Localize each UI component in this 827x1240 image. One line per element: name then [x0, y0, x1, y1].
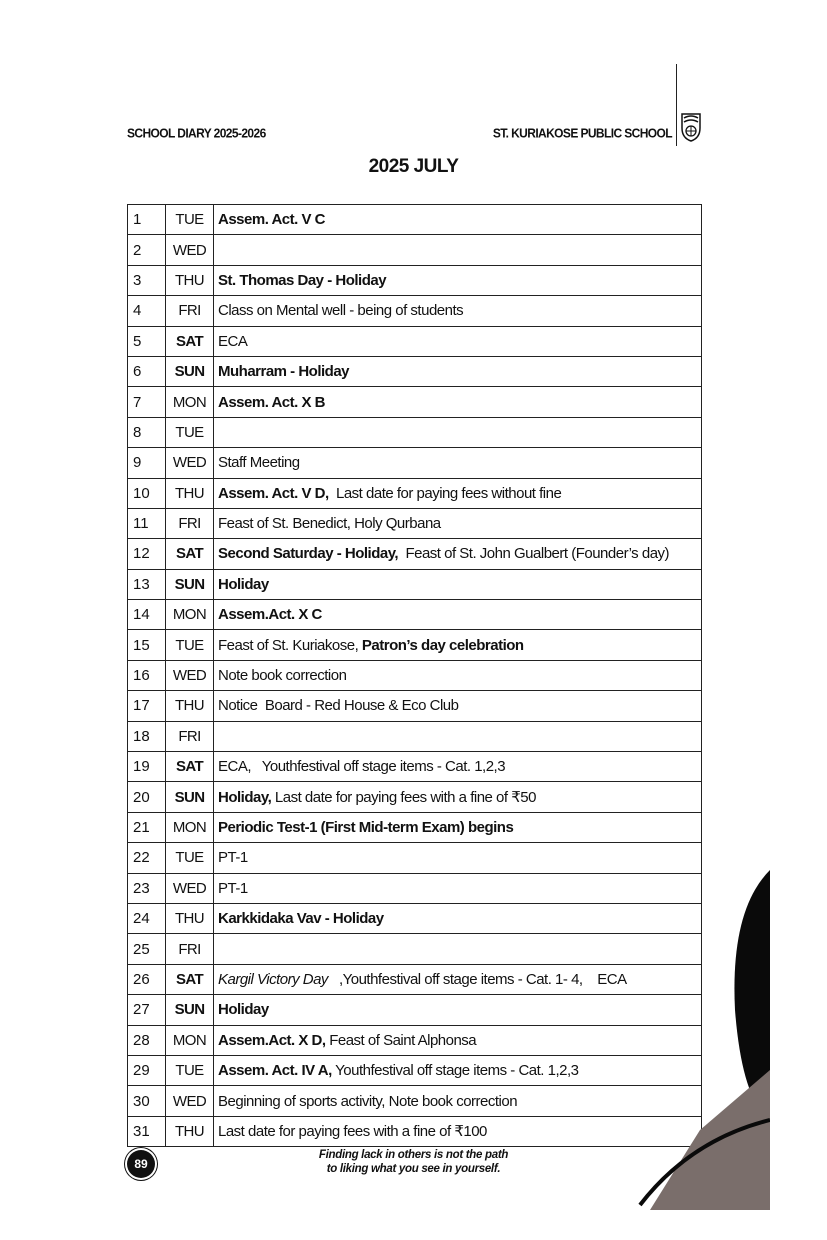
calendar-row [128, 387, 702, 417]
event-cell [214, 296, 702, 326]
event-cell [214, 569, 702, 599]
calendar-row [128, 934, 702, 964]
event-text: Staff Meeting [218, 454, 300, 472]
calendar-row [128, 356, 702, 386]
calendar-row [128, 235, 702, 265]
weekday: WED [166, 448, 214, 478]
event-text: Last date for paying fees without fine [328, 484, 562, 502]
calendar-row [128, 660, 702, 690]
day-number: 9 [128, 448, 166, 478]
weekday: SAT [166, 964, 214, 994]
weekday: WED [166, 873, 214, 903]
event-text: Class on Mental well - being of students [218, 302, 464, 320]
day-number: 15 [128, 630, 166, 660]
event-text: ECA [218, 332, 248, 350]
weekday: THU [166, 1116, 214, 1146]
event-text: Periodic Test-1 (First Mid-term Exam) begins [218, 819, 514, 836]
day-number: 28 [128, 1025, 166, 1055]
event-text: Holiday, [218, 789, 272, 807]
event-cell [214, 782, 702, 812]
calendar-row [128, 630, 702, 660]
event-cell [214, 235, 702, 265]
day-number: 23 [128, 873, 166, 903]
event-text: Youthfestival off stage items - Cat. 1,2,3 [331, 1062, 579, 1080]
event-text: Assem.Act. X C [218, 606, 322, 624]
event-text: Feast of Saint Alphonsa [325, 1031, 477, 1049]
event-text: ,Youthfestival off stage items - Cat. 1- 4, ECA [327, 970, 627, 988]
event-text: Assem. Act. IV A, [218, 1062, 332, 1080]
event-text: St. Thomas Day - Holiday [218, 271, 387, 289]
day-number: 25 [128, 934, 166, 964]
weekday: WED [166, 660, 214, 690]
weekday: MON [166, 1025, 214, 1055]
weekday: TUE [166, 1055, 214, 1085]
day-number: 27 [128, 995, 166, 1025]
day-number: 19 [128, 752, 166, 782]
day-number: 8 [128, 417, 166, 447]
event-text: Last date for paying fees with a fine of ₹50 [271, 789, 536, 807]
event-cell [214, 903, 702, 933]
weekday: FRI [166, 508, 214, 538]
page-number-badge: 89 [127, 1150, 155, 1178]
event-text: PT-1 [218, 849, 248, 867]
weekday: SAT [166, 326, 214, 356]
calendar-row [128, 964, 702, 994]
day-number: 21 [128, 812, 166, 842]
day-number: 3 [128, 265, 166, 295]
month-title: 2025 JULY [368, 156, 459, 177]
event-text: Patron’s day celebration [361, 636, 524, 654]
weekday: SAT [166, 752, 214, 782]
day-number: 20 [128, 782, 166, 812]
event-cell [214, 660, 702, 690]
day-number: 30 [128, 1086, 166, 1116]
event-cell [214, 387, 702, 417]
weekday: SUN [166, 995, 214, 1025]
calendar-row [128, 1086, 702, 1116]
event-cell [214, 812, 702, 842]
event-cell [214, 964, 702, 994]
weekday: THU [166, 903, 214, 933]
day-number: 29 [128, 1055, 166, 1085]
day-number: 2 [128, 235, 166, 265]
event-cell [214, 448, 702, 478]
event-cell [214, 205, 702, 235]
weekday: FRI [166, 721, 214, 751]
calendar-row [128, 752, 702, 782]
day-number: 4 [128, 296, 166, 326]
event-cell [214, 752, 702, 782]
event-text: Feast of St. Kuriakose, [218, 636, 362, 654]
event-text: Karkkidaka Vav - Holiday [218, 910, 384, 928]
event-text: ECA, Youthfestival off stage items - Cat. 1,2,3 [218, 758, 506, 776]
calendar-row [128, 417, 702, 447]
day-number: 11 [128, 508, 166, 538]
weekday: SAT [166, 539, 214, 569]
event-text: PT-1 [218, 879, 248, 897]
quote-line-1: Finding lack in others is not the path [318, 1149, 509, 1161]
event-text: Note book correction [218, 667, 347, 685]
calendar-row [128, 1025, 702, 1055]
event-text: Assem. Act. V C [218, 211, 325, 229]
event-cell [214, 539, 702, 569]
event-cell [214, 843, 702, 873]
calendar-row [128, 1055, 702, 1085]
weekday: THU [166, 265, 214, 295]
event-cell [214, 721, 702, 751]
quote-line-2: to liking what you see in yourself. [326, 1163, 501, 1175]
calendar-row [128, 296, 702, 326]
event-text: Holiday [218, 1001, 269, 1019]
weekday: TUE [166, 205, 214, 235]
calendar-row [128, 873, 702, 903]
event-cell [214, 417, 702, 447]
event-text: Muharram - Holiday [218, 363, 350, 381]
event-text: Holiday [218, 575, 269, 593]
school-crest-icon [680, 112, 702, 142]
event-text: Kargil Victory Day [218, 970, 328, 988]
event-text: Assem.Act. X D, [218, 1031, 326, 1049]
day-number: 24 [128, 903, 166, 933]
event-text: Second Saturday - Holiday, [218, 545, 399, 563]
calendar-row [128, 265, 702, 295]
event-cell [214, 600, 702, 630]
weekday: FRI [166, 934, 214, 964]
event-cell [214, 934, 702, 964]
weekday: THU [166, 478, 214, 508]
event-cell [214, 873, 702, 903]
weekday: SUN [166, 356, 214, 386]
header-divider [676, 64, 677, 146]
day-number: 22 [128, 843, 166, 873]
weekday: TUE [166, 843, 214, 873]
calendar-row [128, 205, 702, 235]
weekday: TUE [166, 630, 214, 660]
calendar-row [128, 995, 702, 1025]
day-number: 14 [128, 600, 166, 630]
weekday: FRI [166, 296, 214, 326]
event-cell [214, 995, 702, 1025]
event-text: Feast of St. Benedict, Holy Qurbana [218, 515, 441, 533]
calendar-row [128, 782, 702, 812]
event-text: Beginning of sports activity, Note book correction [218, 1092, 518, 1110]
day-number: 10 [128, 478, 166, 508]
calendar-row [128, 539, 702, 569]
event-cell [214, 1025, 702, 1055]
event-cell [214, 326, 702, 356]
weekday: WED [166, 235, 214, 265]
event-cell [214, 1116, 702, 1146]
event-cell [214, 508, 702, 538]
diary-header-title: SCHOOL DIARY 2025-2026 [127, 125, 266, 141]
event-cell [214, 1055, 702, 1085]
weekday: SUN [166, 569, 214, 599]
day-number: 6 [128, 356, 166, 386]
calendar-row [128, 569, 702, 599]
calendar-row [128, 691, 702, 721]
event-cell [214, 356, 702, 386]
calendar-row [128, 843, 702, 873]
day-number: 18 [128, 721, 166, 751]
weekday: WED [166, 1086, 214, 1116]
event-text: Assem. Act. V D, [218, 484, 329, 502]
weekday: MON [166, 812, 214, 842]
july-calendar-table [127, 204, 702, 1147]
day-number: 17 [128, 691, 166, 721]
day-number: 13 [128, 569, 166, 599]
event-text: Assem. Act. X B [218, 393, 325, 411]
event-text: Feast of St. John Gualbert (Founder’s day) [398, 545, 670, 563]
school-name: ST. KURIAKOSE PUBLIC SCHOOL [492, 125, 672, 141]
day-number: 16 [128, 660, 166, 690]
event-cell [214, 630, 702, 660]
calendar-row [128, 448, 702, 478]
weekday: MON [166, 387, 214, 417]
event-cell [214, 691, 702, 721]
calendar-row [128, 508, 702, 538]
calendar-row [128, 903, 702, 933]
event-cell [214, 1086, 702, 1116]
calendar-row [128, 721, 702, 751]
calendar-row [128, 326, 702, 356]
event-text: Notice Board - Red House & Eco Club [218, 697, 459, 715]
event-text: Last date for paying fees with a fine of ₹100 [218, 1123, 487, 1141]
weekday: THU [166, 691, 214, 721]
weekday: SUN [166, 782, 214, 812]
calendar-row [128, 478, 702, 508]
day-number: 26 [128, 964, 166, 994]
calendar-row [128, 812, 702, 842]
day-number: 1 [128, 205, 166, 235]
calendar-row [128, 1116, 702, 1146]
event-cell [214, 478, 702, 508]
decorative-corner-shape [630, 870, 770, 1210]
day-number: 31 [128, 1116, 166, 1146]
event-cell [214, 265, 702, 295]
calendar-row [128, 600, 702, 630]
day-number: 5 [128, 326, 166, 356]
weekday: TUE [166, 417, 214, 447]
day-number: 12 [128, 539, 166, 569]
weekday: MON [166, 600, 214, 630]
day-number: 7 [128, 387, 166, 417]
